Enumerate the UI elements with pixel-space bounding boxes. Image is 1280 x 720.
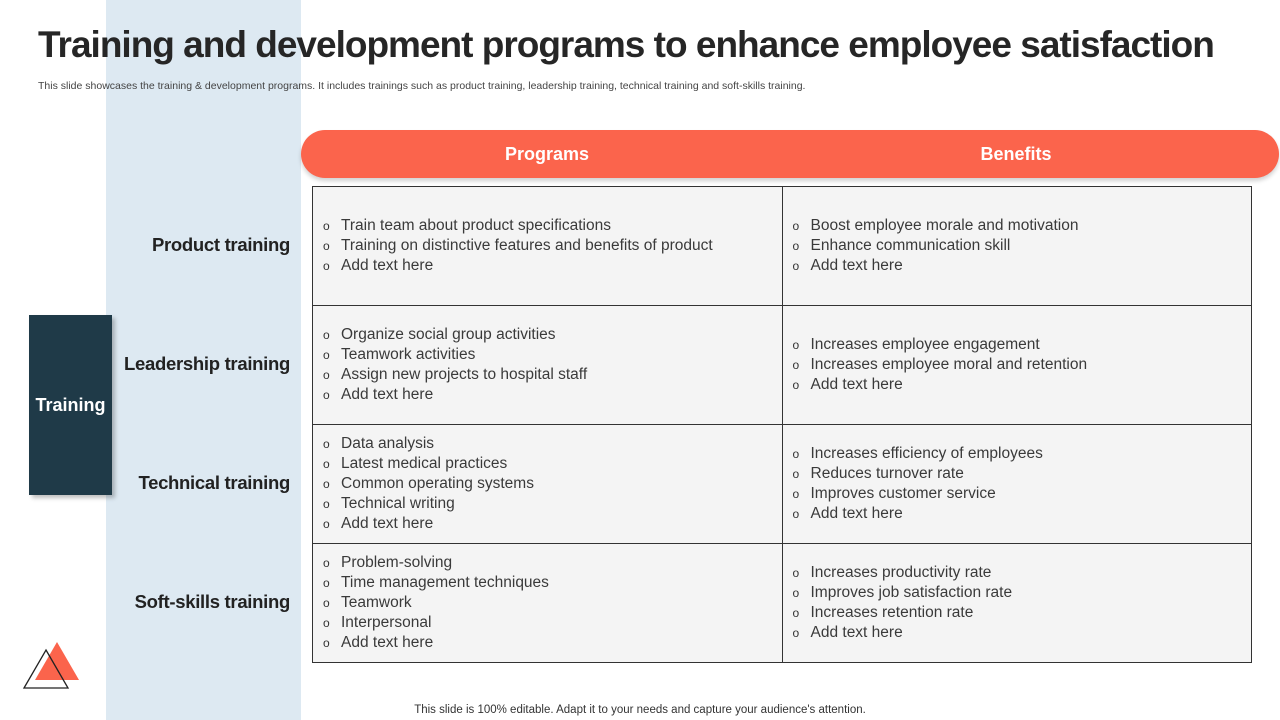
list-item-text: Add text here [341, 515, 434, 532]
table-row [313, 544, 1252, 663]
list-item-text: Organize social group activities [341, 326, 556, 343]
bullet-icon: o [323, 348, 330, 362]
benefits-cell [782, 187, 1252, 306]
page-subtitle: This slide showcases the training & development programs. It includes trainings such as product training, leadership training, technical training and soft-skills training. [38, 80, 806, 92]
list-item-text: Increases productivity rate [810, 564, 992, 581]
list-item [323, 385, 774, 405]
list-item [323, 345, 774, 365]
bullet-icon: o [323, 328, 330, 342]
list-item [323, 613, 774, 633]
list-item-text: Add text here [810, 257, 903, 274]
list-item [323, 593, 774, 613]
header-programs: Programs [504, 144, 590, 164]
bullet-icon: o [323, 477, 330, 491]
bullet-icon: o [323, 517, 330, 531]
list-item [323, 434, 774, 454]
list-item [323, 216, 774, 236]
list-item-text: Increases employee engagement [810, 336, 1040, 353]
list-item-text: Latest medical practices [341, 455, 508, 472]
list-item [793, 563, 1244, 583]
row-label: Technical training [138, 471, 290, 493]
list-item-text: Assign new projects to hospital staff [341, 366, 588, 383]
list-item-text: Enhance communication skill [810, 237, 1011, 254]
list-item [793, 236, 1244, 256]
bullet-icon: o [323, 556, 330, 570]
bullet-icon: o [323, 239, 330, 253]
benefits-cell [782, 544, 1252, 663]
benefits-cell [782, 425, 1252, 544]
programs-cell [313, 425, 783, 544]
list-item-text: Add text here [810, 505, 903, 522]
list-item [793, 256, 1244, 276]
bullet-icon: o [792, 566, 800, 580]
page-title: Training and development programs to enhance employee satisfaction [38, 24, 1214, 65]
benefits-list [793, 563, 1244, 643]
list-item-text: Data analysis [341, 435, 435, 452]
bullet-icon: o [323, 259, 330, 273]
row-label: Product training [151, 233, 290, 255]
bullet-icon: o [323, 497, 330, 511]
list-item [323, 573, 774, 593]
list-item [793, 375, 1244, 395]
bullet-icon: o [323, 437, 330, 451]
list-item [323, 474, 774, 494]
list-item-text: Add text here [810, 624, 903, 641]
list-item-text: Teamwork [341, 594, 412, 611]
bullet-icon: o [323, 596, 330, 610]
list-item-text: Technical writing [341, 495, 455, 512]
list-item-text: Problem-solving [341, 554, 453, 571]
list-item [793, 464, 1244, 484]
list-item [323, 325, 774, 345]
bullet-icon: o [792, 586, 800, 600]
list-item [793, 603, 1244, 623]
benefits-list [793, 444, 1244, 524]
list-item-text: Reduces turnover rate [810, 465, 964, 482]
row-label: Soft-skills training [134, 590, 290, 612]
list-item-text: Add text here [341, 386, 434, 403]
list-item-text: Time management techniques [341, 574, 549, 591]
bullet-icon: o [792, 338, 800, 352]
bullet-icon: o [792, 626, 800, 640]
list-item-text: Add text here [341, 634, 434, 651]
list-item [323, 514, 774, 534]
list-item-text: Boost employee morale and motivation [810, 217, 1079, 234]
bullet-icon: o [792, 239, 800, 253]
list-item-text: Training on distinctive features and benefits of product [341, 237, 713, 254]
list-item-text: Add text here [810, 376, 903, 393]
programs-benefits-table [312, 186, 1252, 663]
bullet-icon: o [323, 636, 330, 650]
list-item [323, 553, 774, 573]
list-item [793, 216, 1244, 236]
programs-list [323, 553, 774, 653]
bullet-icon: o [792, 467, 800, 481]
table-row [313, 425, 1252, 544]
list-item [793, 583, 1244, 603]
list-item [793, 504, 1244, 524]
bullet-icon: o [792, 447, 800, 461]
list-item-text: Train team about product specifications [341, 217, 611, 234]
list-item [323, 494, 774, 514]
training-category-label: Training [35, 394, 106, 415]
programs-cell [313, 187, 783, 306]
list-item [323, 365, 774, 385]
programs-cell [313, 306, 783, 425]
list-item-text: Increases efficiency of employees [810, 445, 1043, 462]
footer-note [0, 704, 1280, 716]
list-item-text: Interpersonal [341, 614, 432, 631]
list-item-text: Increases retention rate [810, 604, 974, 621]
list-item [793, 484, 1244, 504]
list-item-text: Teamwork activities [341, 346, 476, 363]
bullet-icon: o [323, 457, 330, 471]
benefits-list [793, 335, 1244, 395]
programs-list [323, 434, 774, 534]
list-item [793, 355, 1244, 375]
bullet-icon: o [323, 388, 330, 402]
bullet-icon: o [792, 259, 800, 273]
list-item-text: Improves job satisfaction rate [810, 584, 1013, 601]
triangle-logo-icon [22, 640, 82, 690]
bullet-icon: o [323, 219, 330, 233]
benefits-cell [782, 306, 1252, 425]
list-item [323, 633, 774, 653]
list-item [323, 454, 774, 474]
table-header [301, 130, 1279, 178]
table-row [313, 187, 1252, 306]
list-item [793, 444, 1244, 464]
benefits-list [793, 216, 1244, 276]
programs-list [323, 216, 774, 276]
list-item [323, 256, 774, 276]
bullet-icon: o [792, 378, 800, 392]
bullet-icon: o [323, 576, 330, 590]
list-item-text: Increases employee moral and retention [810, 356, 1088, 373]
bullet-icon: o [792, 219, 800, 233]
list-item-text: Improves customer service [810, 485, 996, 502]
bullet-icon: o [323, 368, 330, 382]
training-category-box [29, 315, 112, 495]
row-label: Leadership training [124, 352, 290, 374]
list-item [793, 623, 1244, 643]
programs-cell [313, 544, 783, 663]
table-row [313, 306, 1252, 425]
programs-list [323, 325, 774, 405]
bullet-icon: o [792, 358, 800, 372]
list-item-text: Add text here [341, 257, 434, 274]
bullet-icon: o [792, 606, 800, 620]
bullet-icon: o [792, 507, 800, 521]
footer-text: This slide is 100% editable. Adapt it to your needs and capture your audience's attention. [414, 704, 866, 716]
list-item-text: Common operating systems [341, 475, 534, 492]
bullet-icon: o [792, 487, 800, 501]
header-benefits: Benefits [980, 144, 1052, 164]
list-item [323, 236, 774, 256]
list-item [793, 335, 1244, 355]
bullet-icon: o [323, 616, 330, 630]
